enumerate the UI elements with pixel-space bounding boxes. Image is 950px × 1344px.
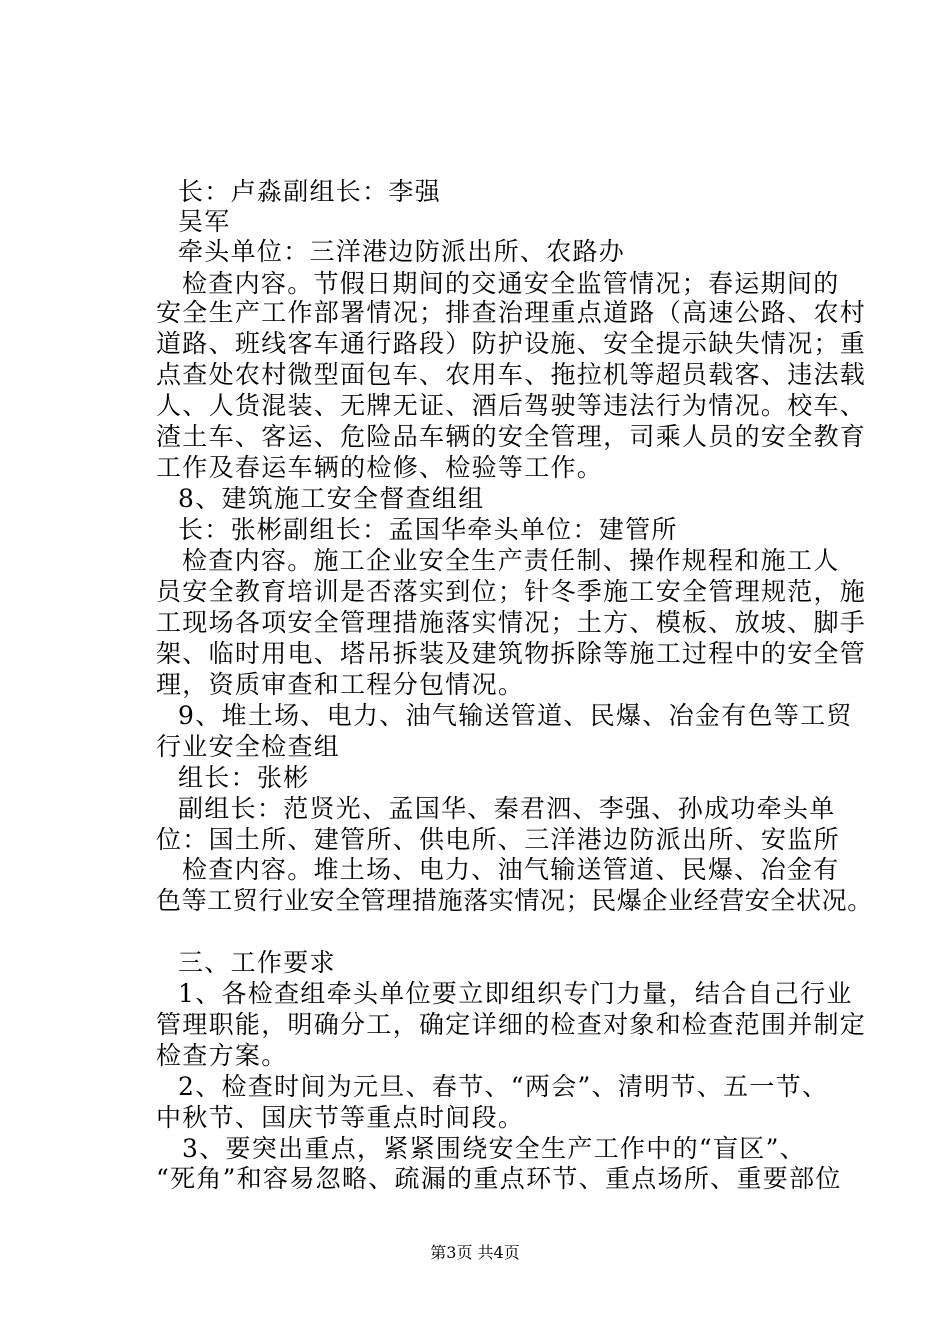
text-line: 牵头单位：三洋港边防派出所、农路办 <box>178 237 626 266</box>
text-line: 位：国土所、建管所、供电所、三洋港边防派出所、安监所 <box>156 825 840 854</box>
text-line: 副组长：范贤光、孟国华、秦君泗、李强、孙成功牵头单 <box>178 794 836 823</box>
text-line: 检查内容。施工企业安全生产责任制、操作规程和施工人 <box>182 546 840 575</box>
text-line: 行业安全检查组 <box>156 732 341 761</box>
text-line: 理，资质审查和工程分包情况。 <box>156 670 525 699</box>
text-line: 1、各检查组牵头单位要立即组织专门力量，结合自己行业 <box>178 979 853 1008</box>
text-line: 中秋节、国庆节等重点时间段。 <box>156 1103 525 1132</box>
text-line: 管理职能，明确分工，确定详细的检查对象和检查范围并制定 <box>156 1010 867 1039</box>
text-line: 2、检查时间为元旦、春节、“两会”、清明节、五一节、 <box>178 1072 829 1101</box>
text-line: 安全生产工作部署情况；排查治理重点道路（高速公路、农村 <box>156 298 867 327</box>
text-line: 架、临时用电、塔吊拆装及建筑物拆除等施工过程中的安全管 <box>156 639 867 668</box>
page-number-footer: 第3页 共4页 <box>430 1243 520 1262</box>
text-line: 3、要突出重点，紧紧围绕安全生产工作中的“盲区”、 <box>182 1134 806 1163</box>
text-line: 检查内容。堆土场、电力、油气输送管道、民爆、冶金有 <box>182 855 840 884</box>
text-line: 检查内容。节假日期间的交通安全监管情况；春运期间的 <box>182 269 840 298</box>
text-line: 人、人货混装、无牌无证、酒后驾驶等违法行为情况。校车、 <box>156 391 867 420</box>
text-line: 长：卢淼副组长：李强 <box>178 177 442 206</box>
section-heading: 8、建筑施工安全督查组组 <box>178 484 485 513</box>
text-line: 吴军 <box>178 207 231 236</box>
text-line: 检查方案。 <box>156 1041 288 1070</box>
text-line: 道路、班线客车通行路段）防护设施、安全提示缺失情况；重 <box>156 329 867 358</box>
text-line: 工作及春运车辆的检修、检验等工作。 <box>156 453 604 482</box>
text-line: 渣土车、客运、危险品车辆的安全管理，司乘人员的安全教育 <box>156 422 867 451</box>
text-line: 长：张彬副组长：孟国华牵头单位：建管所 <box>178 515 678 544</box>
section-heading: 9、堆土场、电力、油气输送管道、民爆、冶金有色等工贸 <box>178 701 853 730</box>
text-line: 点查处农村微型面包车、农用车、拖拉机等超员载客、违法载 <box>156 360 867 389</box>
text-line: 色等工贸行业安全管理措施落实情况；民爆企业经营安全状况。 <box>156 886 873 915</box>
section-heading: 三、工作要求 <box>178 948 336 977</box>
text-line: “死角”和容易忽略、疏漏的重点环节、重点场所、重要部位 <box>156 1164 842 1193</box>
text-line: 工现场各项安全管理措施落实情况；土方、模板、放坡、脚手 <box>156 608 867 637</box>
text-line: 员安全教育培训是否落实到位；针冬季施工安全管理规范，施 <box>156 577 867 606</box>
text-line: 组长：张彬 <box>178 763 310 792</box>
